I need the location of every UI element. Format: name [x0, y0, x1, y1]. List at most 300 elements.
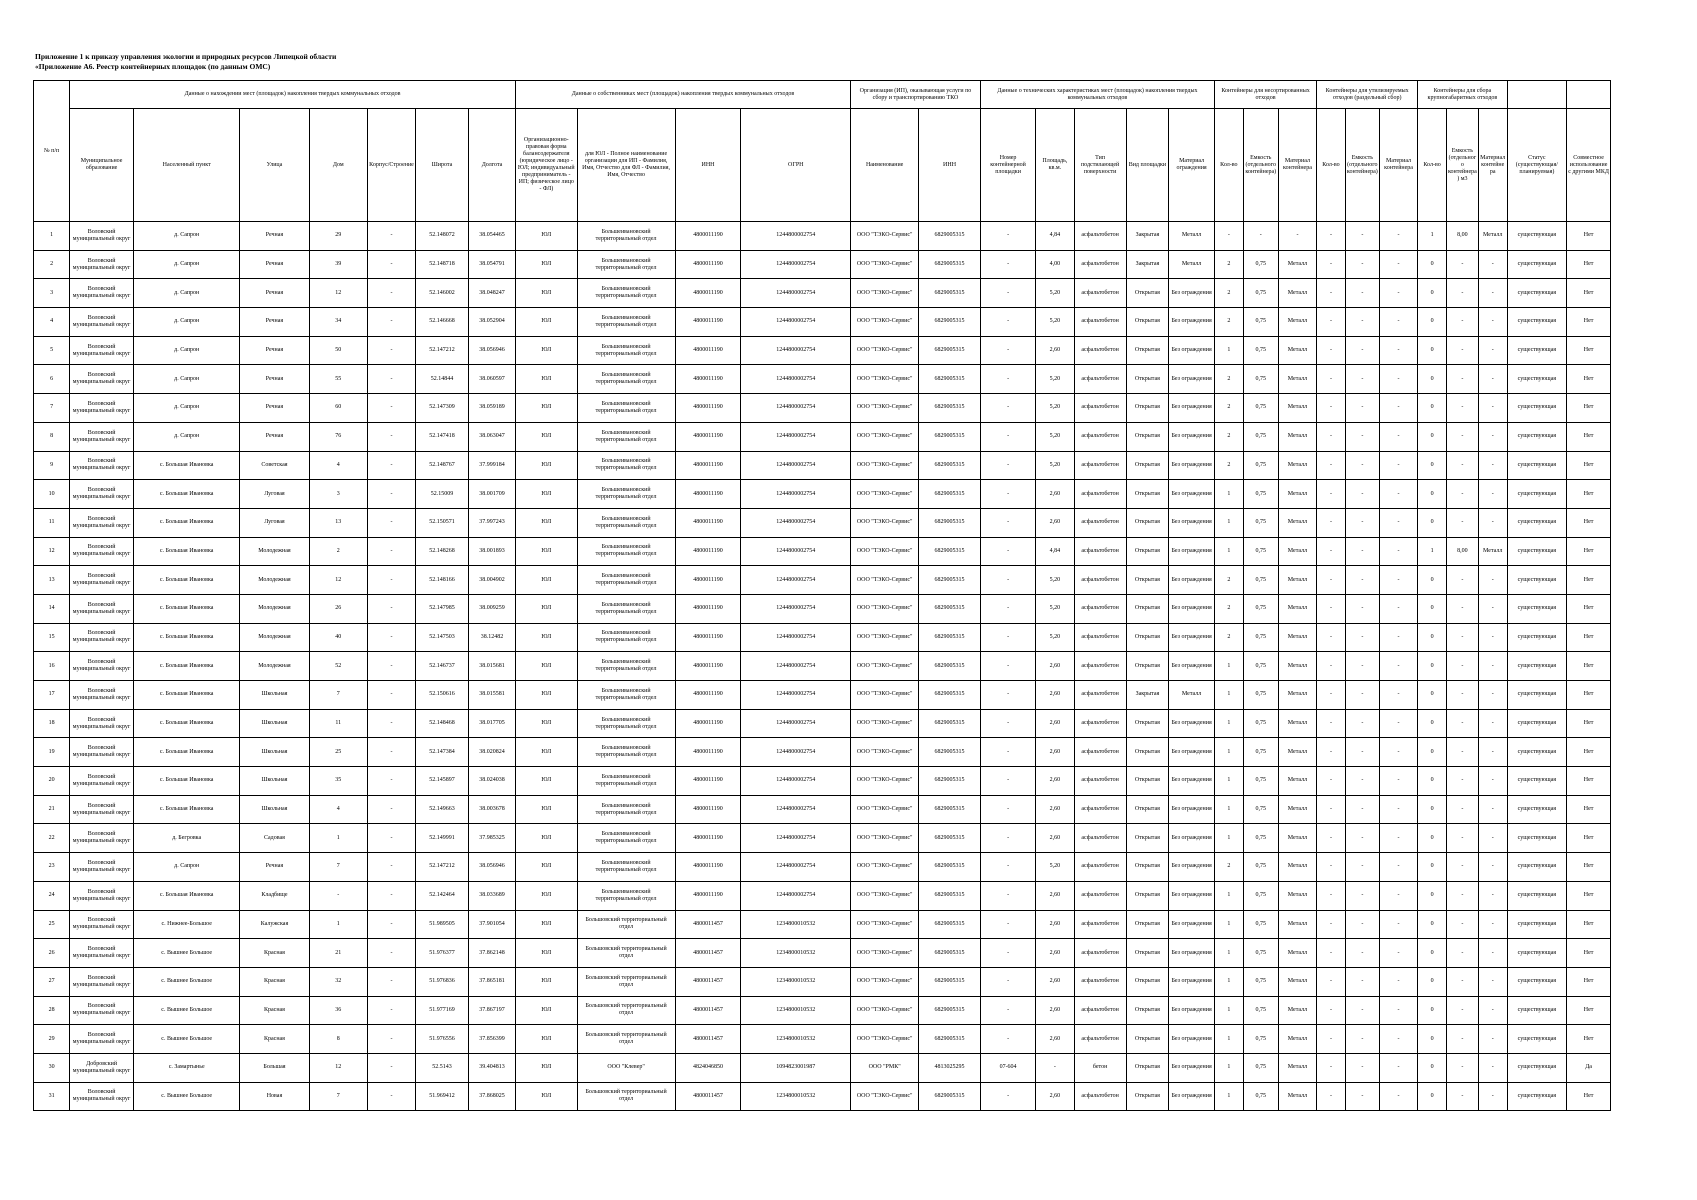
table-cell: Металл [1169, 681, 1215, 710]
table-cell: 2,60 [1036, 910, 1074, 939]
table-cell: 1 [1214, 738, 1243, 767]
table-cell: ЮЛ [515, 824, 577, 853]
table-cell: - [1345, 336, 1379, 365]
col-shared: Совместное использование с другими МКД [1567, 109, 1611, 222]
table-cell: 0 [1418, 824, 1447, 853]
table-cell: 0 [1418, 1025, 1447, 1054]
table-cell: 0,75 [1243, 853, 1278, 882]
table-cell: 6829005315 [919, 336, 981, 365]
table-cell: Без ограждения [1169, 279, 1215, 308]
col-owner-form: Организационно-правовая форма балансодержателя (юридическое лицо - ЮЛ; индивидуальный предприниматель - ИП; физическое лицо - ФЛ) [515, 109, 577, 222]
col-site-number: Номер контейнерной площадки [980, 109, 1035, 222]
table-cell: 0,75 [1243, 996, 1278, 1025]
table-row [34, 853, 1611, 882]
table-cell: существующая [1507, 623, 1567, 652]
table-cell: - [980, 394, 1035, 423]
table-cell: с. Вышнее Большое [134, 967, 240, 996]
table-cell: - [368, 767, 416, 796]
table-cell: Нет [1567, 279, 1611, 308]
table-cell: д. Сапрон [134, 222, 240, 251]
table-cell: 37.867197 [469, 996, 516, 1025]
table-cell: ООО "ТЭКО-Сервис" [851, 767, 919, 796]
table-cell: - [368, 308, 416, 337]
table-cell: Открытая [1126, 308, 1169, 337]
table-cell: существующая [1507, 824, 1567, 853]
table-cell: 0 [1418, 996, 1447, 1025]
table-cell: - [980, 508, 1035, 537]
table-cell: 2 [1214, 308, 1243, 337]
table-cell: - [1317, 996, 1346, 1025]
table-cell: с. Большая Ивановка [134, 594, 240, 623]
heading-line-1: Приложение 1 к приказу управления экологии и природных ресурсов Липецкой области [35, 52, 337, 61]
table-cell: 6829005315 [919, 594, 981, 623]
table-cell: - [1478, 939, 1507, 968]
table-cell: существующая [1507, 394, 1567, 423]
table-cell: 52.147418 [415, 422, 468, 451]
col-bulky-material: Материал контейнера [1478, 109, 1507, 222]
table-cell: 38.033689 [469, 881, 516, 910]
table-cell: - [1317, 767, 1346, 796]
table-cell: асфальтобетон [1074, 996, 1126, 1025]
table-cell: существующая [1507, 1082, 1567, 1111]
table-cell: 0,75 [1243, 824, 1278, 853]
table-cell: - [1317, 279, 1346, 308]
table-cell: Нет [1567, 853, 1611, 882]
table-cell: - [1379, 594, 1417, 623]
table-cell: Металл [1278, 566, 1316, 595]
table-cell: ООО "ТЭКО-Сервис" [851, 279, 919, 308]
table-cell: с. Большая Ивановка [134, 508, 240, 537]
table-cell: - [1317, 652, 1346, 681]
table-cell: - [1446, 881, 1478, 910]
table-cell: 4800011190 [675, 537, 741, 566]
table-cell: ООО "ТЭКО-Сервис" [851, 537, 919, 566]
table-cell: 38.024038 [469, 767, 516, 796]
table-cell: - [1478, 824, 1507, 853]
table-cell: ООО "ТЭКО-Сервис" [851, 1025, 919, 1054]
table-cell: асфальтобетон [1074, 795, 1126, 824]
table-cell: 5,20 [1036, 451, 1074, 480]
table-cell: существующая [1507, 537, 1567, 566]
document-heading [35, 52, 336, 72]
col-building: Корпус/Строение [368, 109, 416, 222]
table-cell: - [980, 681, 1035, 710]
table-cell: 8 [309, 1025, 368, 1054]
table-cell: 1 [1214, 910, 1243, 939]
table-cell: ЮЛ [515, 1025, 577, 1054]
table-cell: 0 [1418, 967, 1447, 996]
table-cell: - [368, 623, 416, 652]
table-cell: 52.150616 [415, 681, 468, 710]
table-cell: Большеивановский территориальный отдел [577, 279, 675, 308]
table-cell: Воловский муниципальный округ [70, 623, 134, 652]
table-cell: 9 [34, 451, 70, 480]
table-cell: 6829005315 [919, 939, 981, 968]
table-cell: 51.969412 [415, 1082, 468, 1111]
table-cell: - [1446, 308, 1478, 337]
table-cell: 0,75 [1243, 1053, 1278, 1082]
group-bulky-containers: Контейнеры для сбора крупногабаритных отходов [1418, 81, 1507, 109]
table-cell: - [368, 222, 416, 251]
table-cell: асфальтобетон [1074, 1025, 1126, 1054]
table-cell: 1 [1214, 1082, 1243, 1111]
table-cell: Речная [240, 365, 309, 394]
col-street: Улица [240, 109, 309, 222]
table-cell: ООО "ТЭКО-Сервис" [851, 451, 919, 480]
table-cell: - [1345, 996, 1379, 1025]
table-cell: - [1446, 508, 1478, 537]
table-cell: - [368, 738, 416, 767]
table-cell: - [1345, 853, 1379, 882]
table-cell: Без ограждения [1169, 967, 1215, 996]
table-cell: 0 [1418, 422, 1447, 451]
table-cell: 35 [309, 767, 368, 796]
table-cell: существующая [1507, 1025, 1567, 1054]
table-cell: - [1317, 939, 1346, 968]
table-cell: - [980, 767, 1035, 796]
table-cell: 1244800002754 [741, 365, 851, 394]
table-cell: 6829005315 [919, 508, 981, 537]
table-cell: 1 [1214, 709, 1243, 738]
table-cell: Без ограждения [1169, 537, 1215, 566]
table-cell: 1244800002754 [741, 623, 851, 652]
table-cell: Большовский территориальный отдел [577, 967, 675, 996]
table-cell: с. Большая Ивановка [134, 738, 240, 767]
table-cell: - [1379, 422, 1417, 451]
table-cell: 4800011457 [675, 996, 741, 1025]
table-cell: 2,60 [1036, 996, 1074, 1025]
table-cell: - [1478, 1025, 1507, 1054]
col-status: Статус (существующая/планируемая) [1507, 109, 1567, 222]
table-cell: с. Большая Ивановка [134, 767, 240, 796]
table-row [34, 594, 1611, 623]
table-cell: 0 [1418, 881, 1447, 910]
table-cell: Воловский муниципальный округ [70, 1025, 134, 1054]
table-cell: ООО "ТЭКО-Сервис" [851, 996, 919, 1025]
table-cell: Нет [1567, 1082, 1611, 1111]
table-cell: с. Вышнее Большое [134, 939, 240, 968]
table-cell: Воловский муниципальный округ [70, 566, 134, 595]
table-cell: с. Вышнее Большое [134, 996, 240, 1025]
table-cell: - [980, 336, 1035, 365]
table-cell: 37.856399 [469, 1025, 516, 1054]
table-cell: - [980, 222, 1035, 251]
table-cell: Речная [240, 336, 309, 365]
table-cell: - [1446, 709, 1478, 738]
table-cell: - [1478, 594, 1507, 623]
table-cell: 0,75 [1243, 967, 1278, 996]
table-cell: 2 [1214, 250, 1243, 279]
table-cell: 52.148767 [415, 451, 468, 480]
table-cell: с. Большая Ивановка [134, 566, 240, 595]
table-cell: 2,60 [1036, 1082, 1074, 1111]
table-cell: д. Сапрон [134, 336, 240, 365]
table-cell: Металл [1278, 939, 1316, 968]
table-cell: 1234800010532 [741, 967, 851, 996]
table-cell: 6829005315 [919, 451, 981, 480]
table-cell: с. Большая Ивановка [134, 881, 240, 910]
table-cell: - [1379, 250, 1417, 279]
table-cell: асфальтобетон [1074, 422, 1126, 451]
table-cell: Большеивановский территориальный отдел [577, 853, 675, 882]
table-cell: существующая [1507, 451, 1567, 480]
col-unsorted-material: Материал контейнера [1278, 109, 1316, 222]
table-cell: д. Сапрон [134, 365, 240, 394]
table-cell: 21 [309, 939, 368, 968]
table-cell: существующая [1507, 681, 1567, 710]
table-cell: ООО "Клевер" [577, 1053, 675, 1082]
table-cell: Металл [1278, 681, 1316, 710]
table-cell: 1244800002754 [741, 767, 851, 796]
table-cell: 52.148072 [415, 222, 468, 251]
table-cell: 18 [34, 709, 70, 738]
table-cell: существующая [1507, 279, 1567, 308]
table-cell: Без ограждения [1169, 566, 1215, 595]
table-cell: 0 [1418, 681, 1447, 710]
header-group-row [34, 81, 1611, 109]
table-cell: Без ограждения [1169, 394, 1215, 423]
table-cell: существующая [1507, 365, 1567, 394]
table-cell: - [1317, 1053, 1346, 1082]
table-cell: ЮЛ [515, 910, 577, 939]
table-cell: - [1379, 537, 1417, 566]
table-cell: - [1345, 652, 1379, 681]
table-cell: - [1317, 795, 1346, 824]
col-operator-inn: ИНН [919, 109, 981, 222]
col-settlement: Населенный пункт [134, 109, 240, 222]
table-cell: 0 [1418, 1053, 1447, 1082]
table-cell: 1244800002754 [741, 336, 851, 365]
table-cell: существующая [1507, 250, 1567, 279]
table-cell: - [1317, 451, 1346, 480]
table-cell: Молодежная [240, 566, 309, 595]
table-cell: - [368, 537, 416, 566]
table-cell: асфальтобетон [1074, 566, 1126, 595]
table-cell: 2,60 [1036, 795, 1074, 824]
table-cell: - [368, 566, 416, 595]
table-cell: - [1317, 594, 1346, 623]
table-cell: - [1478, 767, 1507, 796]
table-cell: ЮЛ [515, 967, 577, 996]
table-cell: ООО "ТЭКО-Сервис" [851, 939, 919, 968]
table-cell: 23 [34, 853, 70, 882]
table-cell: 52.15009 [415, 480, 468, 509]
table-cell: 29 [309, 222, 368, 251]
table-cell: ЮЛ [515, 594, 577, 623]
col-number: № п/п [34, 81, 70, 222]
table-cell: - [1446, 652, 1478, 681]
table-cell: существующая [1507, 939, 1567, 968]
table-cell: 4800011190 [675, 451, 741, 480]
table-cell: 0,75 [1243, 795, 1278, 824]
table-cell: 5 [34, 336, 70, 365]
col-operator-name: Наименование [851, 109, 919, 222]
table-cell: Открытая [1126, 336, 1169, 365]
table-cell: ООО "ТЭКО-Сервис" [851, 422, 919, 451]
table-cell: - [1446, 1082, 1478, 1111]
table-cell: Без ограждения [1169, 652, 1215, 681]
table-cell: 14 [34, 594, 70, 623]
table-cell: Нет [1567, 250, 1611, 279]
table-cell: Большеивановский территориальный отдел [577, 566, 675, 595]
table-cell: 6829005315 [919, 222, 981, 251]
table-cell: 1244800002754 [741, 480, 851, 509]
table-cell: Нет [1567, 910, 1611, 939]
table-cell: 37.985325 [469, 824, 516, 853]
table-cell: Большовский территориальный отдел [577, 910, 675, 939]
table-cell: Большеивановский территориальный отдел [577, 336, 675, 365]
table-cell: ЮЛ [515, 1082, 577, 1111]
table-cell: Металл [1278, 910, 1316, 939]
table-cell: с. Вышнее Большое [134, 1082, 240, 1111]
table-cell: асфальтобетон [1074, 853, 1126, 882]
table-cell: - [980, 623, 1035, 652]
table-cell: 4800011457 [675, 967, 741, 996]
table-cell: 0 [1418, 308, 1447, 337]
table-cell: - [1317, 681, 1346, 710]
table-cell: 4800011190 [675, 250, 741, 279]
table-cell: 0,75 [1243, 480, 1278, 509]
table-cell: - [368, 681, 416, 710]
table-cell: 38.015581 [469, 681, 516, 710]
table-cell: 37.865181 [469, 967, 516, 996]
table-cell: 2,60 [1036, 738, 1074, 767]
table-cell: существующая [1507, 738, 1567, 767]
table-cell: существующая [1507, 767, 1567, 796]
table-cell: 4800011190 [675, 881, 741, 910]
table-cell: - [1345, 767, 1379, 796]
table-cell: 1094823001987 [741, 1053, 851, 1082]
table-cell: Без ограждения [1169, 451, 1215, 480]
table-cell: Молодежная [240, 594, 309, 623]
table-cell: 4800011190 [675, 279, 741, 308]
table-cell: - [1345, 594, 1379, 623]
table-cell: - [1446, 250, 1478, 279]
table-cell: Воловский муниципальный округ [70, 738, 134, 767]
table-cell: Открытая [1126, 1025, 1169, 1054]
table-cell: ООО "ТЭКО-Сервис" [851, 594, 919, 623]
table-cell: 52.147309 [415, 394, 468, 423]
table-cell: - [1379, 939, 1417, 968]
table-cell: Воловский муниципальный округ [70, 222, 134, 251]
table-cell: 38.003678 [469, 795, 516, 824]
table-cell: - [1379, 365, 1417, 394]
table-cell: Без ограждения [1169, 738, 1215, 767]
table-cell: Нет [1567, 939, 1611, 968]
col-bulky-volume: Емкость (отдельного контейнера) м3 [1446, 109, 1478, 222]
table-cell: - [368, 480, 416, 509]
table-cell: 52.150571 [415, 508, 468, 537]
table-cell: асфальтобетон [1074, 365, 1126, 394]
table-cell: - [980, 537, 1035, 566]
table-cell: 1244800002754 [741, 222, 851, 251]
table-cell: 38.048247 [469, 279, 516, 308]
table-row [34, 709, 1611, 738]
table-cell: 40 [309, 623, 368, 652]
table-cell: - [980, 308, 1035, 337]
table-cell: Нет [1567, 508, 1611, 537]
table-cell: 2,60 [1036, 939, 1074, 968]
table-cell: Воловский муниципальный округ [70, 279, 134, 308]
table-cell: - [1446, 451, 1478, 480]
table-cell: 0 [1418, 795, 1447, 824]
table-cell: - [368, 508, 416, 537]
table-cell: ООО "РМК" [851, 1053, 919, 1082]
table-cell: 52.148468 [415, 709, 468, 738]
table-cell: 39.404813 [469, 1053, 516, 1082]
table-cell: 1244800002754 [741, 853, 851, 882]
table-cell: д. Сапрон [134, 250, 240, 279]
table-cell: 0,75 [1243, 1082, 1278, 1111]
table-cell: 0,75 [1243, 709, 1278, 738]
table-cell: 37.999184 [469, 451, 516, 480]
table-cell: существующая [1507, 795, 1567, 824]
table-cell: Без ограждения [1169, 939, 1215, 968]
table-cell: 37.868025 [469, 1082, 516, 1111]
table-cell: 0 [1418, 1082, 1447, 1111]
table-cell: 3 [309, 480, 368, 509]
table-cell: - [1446, 623, 1478, 652]
table-cell: Воловский муниципальный округ [70, 537, 134, 566]
table-cell: Воловский муниципальный округ [70, 709, 134, 738]
table-cell: - [1379, 480, 1417, 509]
table-cell: 6829005315 [919, 967, 981, 996]
table-row [34, 681, 1611, 710]
col-recycle-volume: Емкость (отдельного контейнера) [1345, 109, 1379, 222]
table-cell: 5,20 [1036, 365, 1074, 394]
table-cell: Металл [1278, 508, 1316, 537]
table-cell: - [1345, 1053, 1379, 1082]
table-cell: 34 [309, 308, 368, 337]
table-cell: 5,20 [1036, 279, 1074, 308]
table-cell: 4824046850 [675, 1053, 741, 1082]
table-cell: Нет [1567, 709, 1611, 738]
table-cell: 0,75 [1243, 566, 1278, 595]
table-cell: 1244800002754 [741, 451, 851, 480]
table-cell: - [1446, 394, 1478, 423]
table-row [34, 222, 1611, 251]
group-technical: Данные о технических характеристиках мест (площадок) накопления твердых коммунальных отходов [980, 81, 1214, 109]
table-cell: Нет [1567, 795, 1611, 824]
table-cell: ЮЛ [515, 222, 577, 251]
table-cell: Речная [240, 422, 309, 451]
table-row [34, 824, 1611, 853]
table-cell: - [980, 939, 1035, 968]
table-cell: Большовский территориальный отдел [577, 996, 675, 1025]
table-cell: 4800011190 [675, 795, 741, 824]
table-cell: Красная [240, 967, 309, 996]
table-cell: Речная [240, 853, 309, 882]
table-cell: Открытая [1126, 422, 1169, 451]
table-cell: асфальтобетон [1074, 508, 1126, 537]
table-cell: Металл [1278, 250, 1316, 279]
table-cell: Открытая [1126, 967, 1169, 996]
table-cell: асфальтобетон [1074, 738, 1126, 767]
table-cell: - [1379, 767, 1417, 796]
table-cell: 6829005315 [919, 394, 981, 423]
table-row [34, 996, 1611, 1025]
table-cell: - [1317, 250, 1346, 279]
table-cell: 38.060597 [469, 365, 516, 394]
table-cell: Большеивановский территориальный отдел [577, 623, 675, 652]
table-cell: 1 [1214, 652, 1243, 681]
table-cell: - [1345, 222, 1379, 251]
table-cell: 1244800002754 [741, 508, 851, 537]
table-cell: 1244800002754 [741, 709, 851, 738]
table-cell: Металл [1169, 222, 1215, 251]
table-cell: с. Нижнее-Большое [134, 910, 240, 939]
table-cell: ЮЛ [515, 480, 577, 509]
